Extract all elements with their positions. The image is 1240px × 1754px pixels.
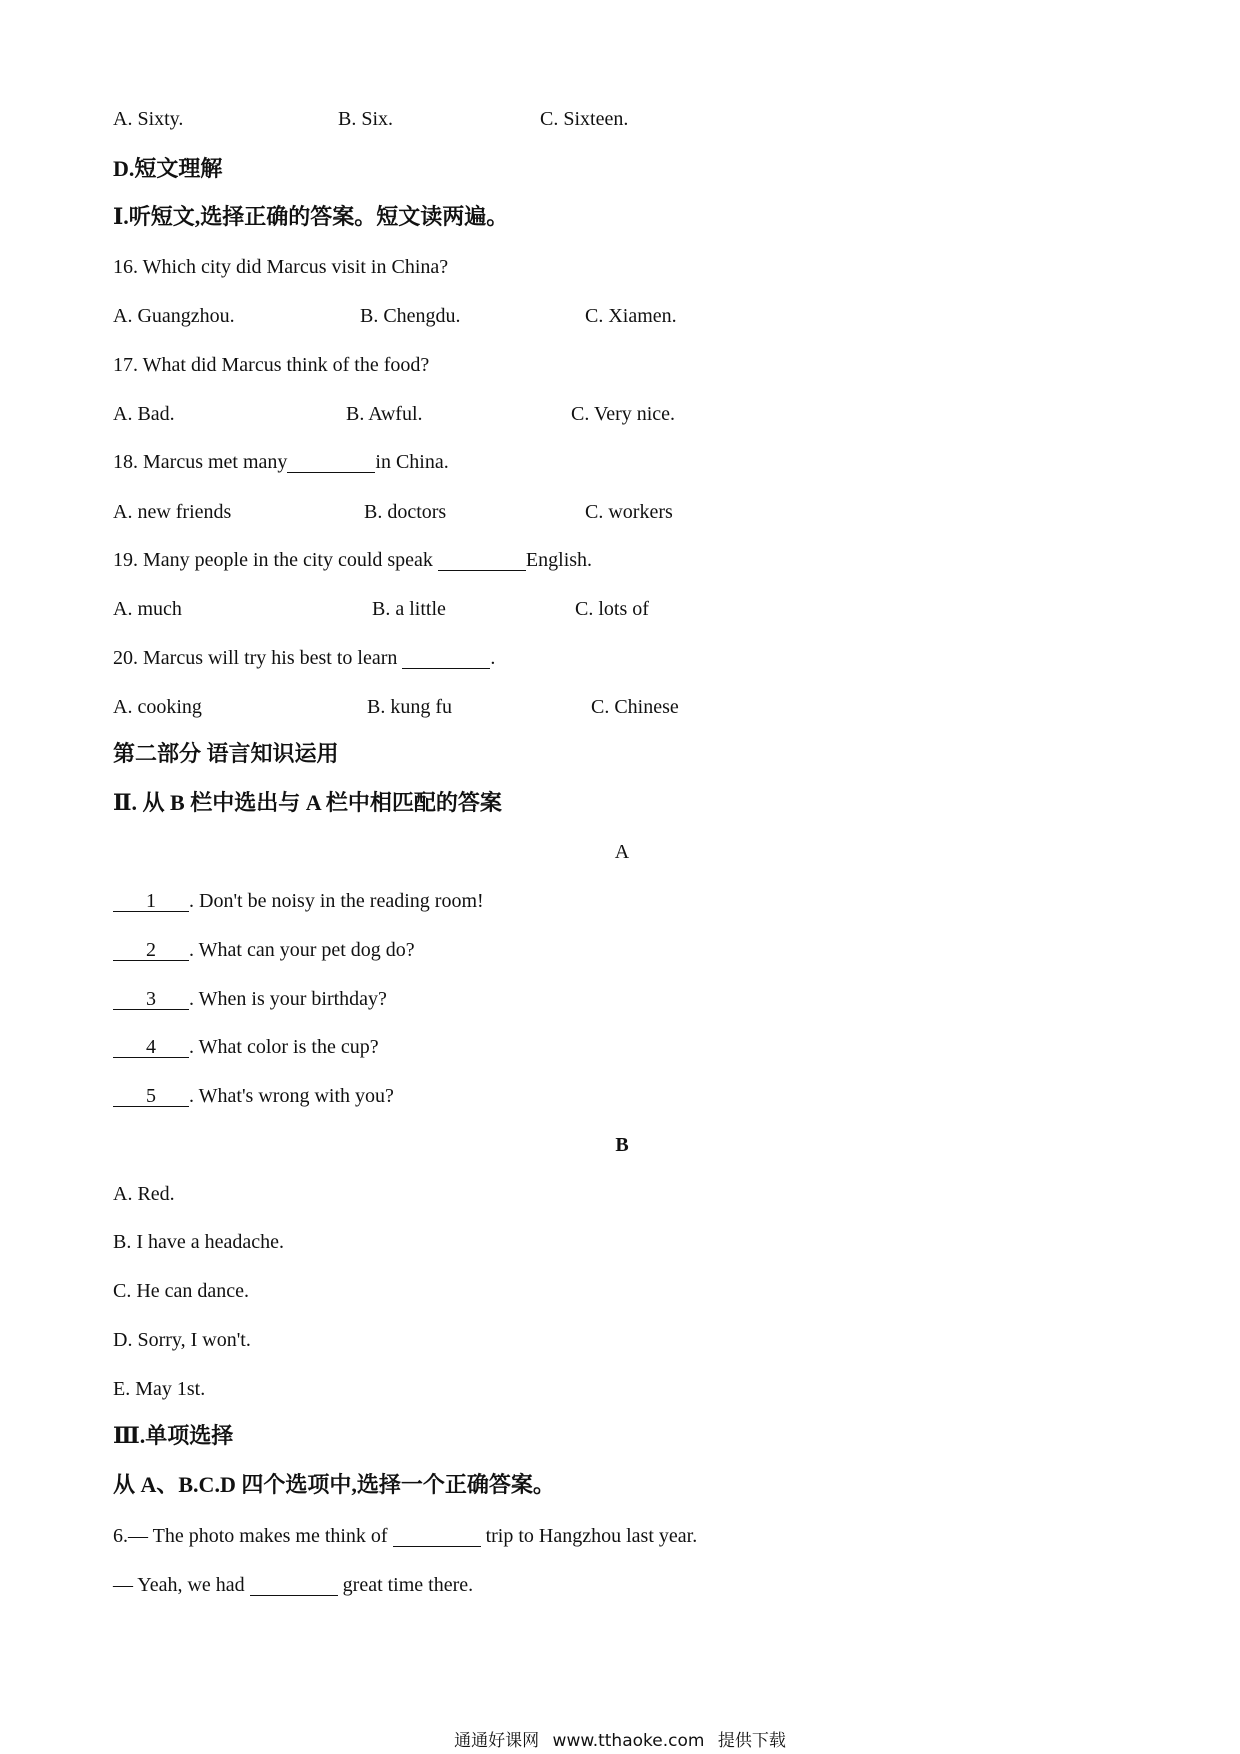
question-20-text: 20. Marcus will try his best to learn [113,647,403,669]
footer-url[interactable]: www.tthaoke.com [552,1731,705,1751]
match-option-e: E. May 1st. [113,1378,206,1400]
part3-instruction: 从 A、B.C.D 四个选项中,选择一个正确答案。 [113,1472,555,1497]
match-number: 4 [113,1037,189,1058]
q16-options [0,306,1240,330]
option-a: A. new friends [113,501,232,523]
match-text: . What's wrong with you? [189,1085,394,1107]
question-20-text-end: . [490,647,496,669]
question-18-text-end: in China. [375,451,449,473]
question-18-text: 18. Marcus met many [113,451,288,473]
option-a: A. Guangzhou. [113,305,235,327]
match-text: . What color is the cup? [189,1036,379,1058]
match-item-4 [113,1037,379,1058]
question-19 [113,550,592,571]
match-text: . Don't be noisy in the reading room! [189,890,484,912]
answer-blank [287,452,375,473]
match-option-a: A. Red. [113,1183,175,1205]
answer-blank [438,550,526,571]
question-16: 16. Which city did Marcus visit in China? [113,256,449,278]
question-20 [113,648,495,669]
option-c: C. lots of [575,598,649,620]
option-b: B. kung fu [367,696,452,718]
column-b-label: B [615,1134,629,1156]
match-option-d: D. Sorry, I won't. [113,1329,251,1351]
question-6-text-end: trip to Hangzhou last year. [480,1525,698,1547]
option-b: B. a little [372,598,446,620]
column-a-label: A [614,841,630,863]
option-c: C. Very nice. [571,403,676,425]
question-17: 17. What did Marcus think of the food? [113,354,430,376]
match-item-2 [113,940,415,961]
question-19-text-end: English. [525,549,593,571]
page-footer [0,1726,1240,1751]
match-item-3 [113,989,387,1010]
answer-blank [393,1526,481,1547]
match-number: 5 [113,1086,189,1107]
option-c: C. Xiamen. [585,305,677,327]
footer-note: 提供下载 [717,1731,786,1751]
match-number: 3 [113,989,189,1010]
q19-options [0,599,1240,623]
match-text: . When is your birthday? [189,988,387,1010]
option-a: A. Bad. [113,403,175,425]
match-option-b: B. I have a headache. [113,1231,285,1253]
q20-options [0,697,1240,721]
option-a: A. cooking [113,696,202,718]
q15-options [0,109,1240,133]
match-number: 2 [113,940,189,961]
option-b: B. Chengdu. [360,305,461,327]
answer-blank [402,648,490,669]
match-text: . What can your pet dog do? [189,939,415,961]
question-6-reply: — Yeah, we had [113,1574,250,1596]
option-b: B. Six. [338,108,394,130]
option-a: A. much [113,598,182,620]
part2-title: 第二部分 语言知识运用 [113,741,339,766]
question-6-reply-end: great time there. [337,1574,474,1596]
section-heading-d: D.短文理解 [113,156,223,181]
option-b: B. doctors [364,501,447,523]
match-item-1 [113,891,484,912]
question-6-line-1 [113,1526,697,1547]
answer-blank [250,1575,338,1596]
match-number: 1 [113,891,189,912]
option-b: B. Awful. [346,403,423,425]
q17-options [0,404,1240,428]
question-19-text: 19. Many people in the city could speak [113,549,438,571]
option-c: C. workers [585,501,673,523]
footer-site-name: 通通好课网 [454,1731,540,1751]
question-18 [113,452,449,473]
option-a: A. Sixty. [113,108,184,130]
match-item-5 [113,1086,394,1107]
question-6-line-2 [113,1575,473,1596]
option-c: C. Chinese [591,696,679,718]
match-option-c: C. He can dance. [113,1280,250,1302]
option-c: C. Sixteen. [540,108,629,130]
q18-options [0,502,1240,526]
part1-heading: Ⅰ.听短文,选择正确的答案。短文读两遍。 [113,204,509,229]
question-6-text: 6.— The photo makes me think of [113,1525,393,1547]
match-heading: Ⅱ. 从 B 栏中选出与 A 栏中相匹配的答案 [113,790,502,815]
part3-heading: Ⅲ.单项选择 [113,1423,234,1448]
